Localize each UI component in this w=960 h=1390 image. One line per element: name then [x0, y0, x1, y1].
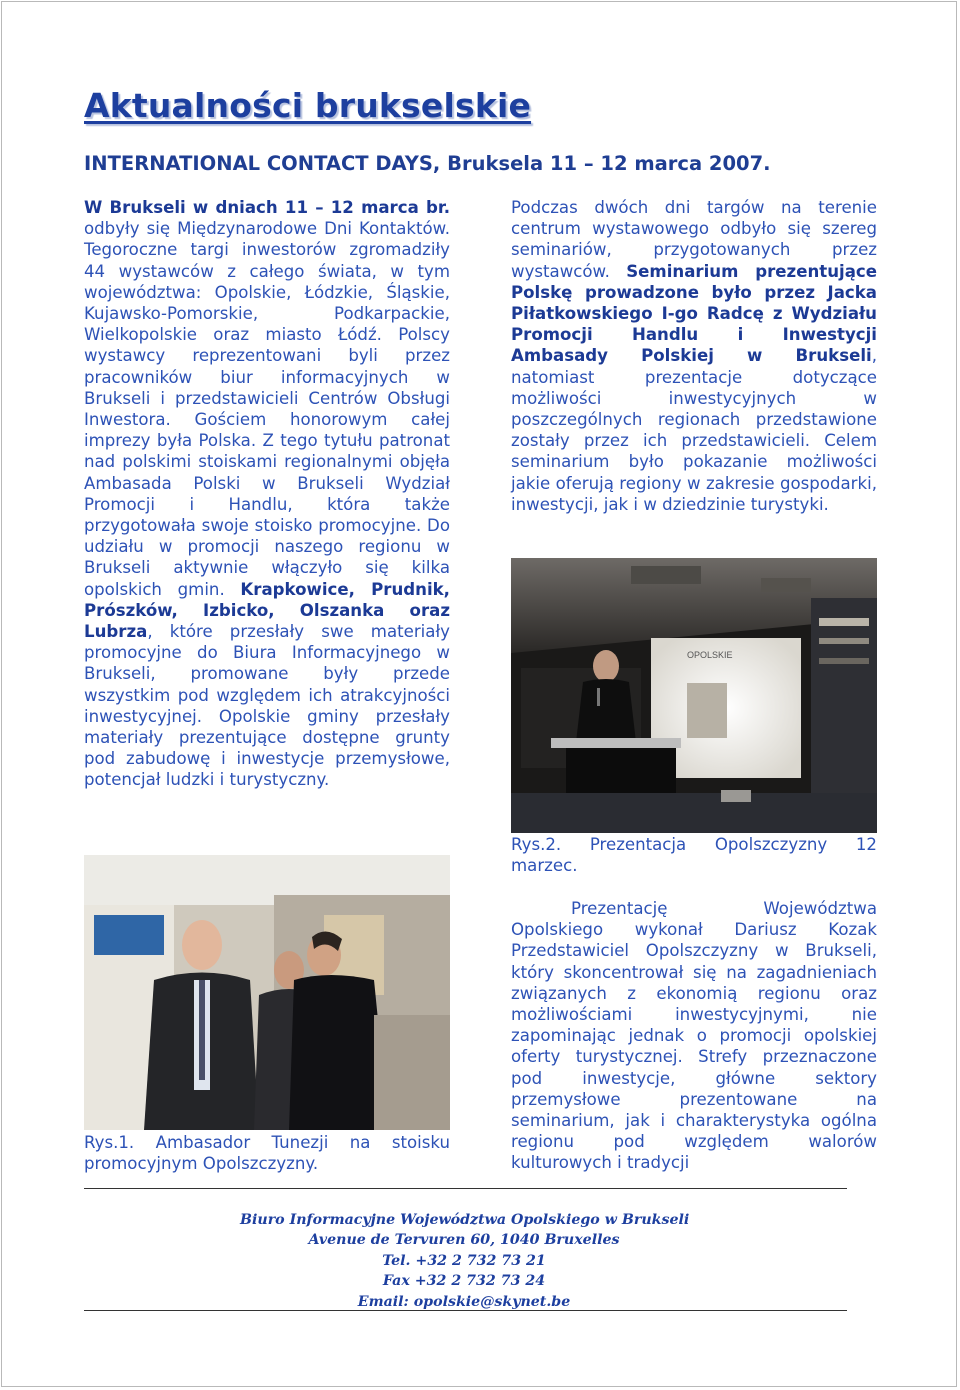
left-column [84, 197, 450, 791]
presentation-scene [511, 558, 877, 833]
left-text-2: , które przesłały swe materiały promocyjne do Biura Informacyjnego w Brukseli, promowane były przede wszystkim pod względem ich atrakcyjności inwestycyjnej. Opolskie gminy przesłały materiały prezentujące dostępne grunty pod zabudowę i inwestycje przemysłowe, potencjał ludzki i turystyczny. [84, 622, 450, 790]
footer-line-4: Fax +32 2 732 73 24 [382, 1273, 546, 1290]
footer-line-3: Tel. +32 2 732 73 21 [382, 1252, 546, 1269]
ambassador-photo [84, 855, 450, 1130]
right-text-1: Podczas dwóch dni targów na terenie centrum wystawowego odbyło się szereg seminariów, przygotowanych przez wystawców. [511, 198, 877, 281]
footer-rule-bottom [84, 1310, 847, 1311]
stand-scene [84, 855, 450, 1130]
left-paragraph [84, 197, 450, 791]
figure-caption-2: Rys.2. Prezentacja Opolszczyzny 12 marzec. [511, 835, 877, 876]
left-text-1: odbyły się Międzynarodowe Dni Kontaktów. Tegoroczne targi inwestorów zgromadziły 44 wystawców z całego świata, w tym województwa: Opolskie, Łódzkie, Śląskie, Kujawsko-Pomorskie, Podkarpackie, Wielkopolskie oraz miasto Łódź. Polscy wystawcy reprezentowani byli przez pracowników biur informacyjnych w Brukseli i przedstawicieli Centrów Obsługi Inwestora. Gościem honorowym całej imprezy była Polska. Z tego tytułu patronat nad polskimi stoiskami regionalnymi objęła Ambasada Polski w Brukseli Wydział Promocji i Handlu, która także przygotowała swoje stoisko promocyjne. Do udziału w promocji naszego regionu w Brukseli aktywnie włączyło się kilka opolskich gmin. [84, 219, 450, 599]
right-text-2: , natomiast prezentacje dotyczące możliwości inwestycyjnych w poszczególnych regionach przedstawione zostały przez ich przedstawicieli. Celem seminarium było pokazanie możliwości jakie oferują regiony w zakresie gospodarki, inwestycji, jak i w dziedzinie turystyki. [511, 346, 877, 514]
right-paragraph [511, 197, 877, 515]
seminar-bold: Seminarium prezentujące Polskę prowadzone było przez Jacka Piłatkowskiego I-go Radcę z Wydziału Promocji Handlu i Inwestycji Ambasady Polskiej w Brukseli [511, 261, 877, 366]
footer-address [240, 1210, 688, 1312]
footer-line-1: Biuro Informacyjne Województwa Opolskiego w Brukseli [240, 1212, 690, 1228]
page-title: Aktualności brukselskie [84, 86, 532, 125]
screen-label: OPOLSKIE [687, 650, 733, 660]
right-lower-text: Prezentację Województwa Opolskiego wykonał Dariusz Kozak Przedstawiciel Opolszczyzny w Brukseli, który skoncentrował się na zagadnieniach związanych z ekonomią regionu oraz możliwościami inwestycyjnymi, nie zapominając jednak o promocji opolskiej oferty turystycznej. Strefy przeznaczone pod inwestycje, główne sektory przemysłowe prezentowane na seminarium, jak i charakterystyka ogólna regionu pod względem walorów kulturowych i tradycji [511, 899, 877, 1173]
lead-bold: W Brukseli w dniach 11 – 12 marca br. [84, 198, 450, 217]
footer-rule-top [84, 1188, 847, 1189]
right-column [511, 197, 877, 515]
article-subtitle: INTERNATIONAL CONTACT DAYS, Bruksela 11 – 12 marca 2007. [84, 152, 771, 175]
footer-email[interactable]: Email: opolskie@skynet.be [357, 1293, 571, 1310]
gminy-bold: Krapkowice, Prudnik, Prószków, Izbicko, Olszanka oraz Lubrza [84, 579, 450, 642]
figure-caption-1: Rys.1. Ambasador Tunezji na stoisku promocyjnym Opolszczyzny. [84, 1133, 450, 1174]
presentation-photo [511, 558, 877, 833]
footer-line-2: Avenue de Tervuren 60, 1040 Bruxelles [308, 1232, 620, 1249]
